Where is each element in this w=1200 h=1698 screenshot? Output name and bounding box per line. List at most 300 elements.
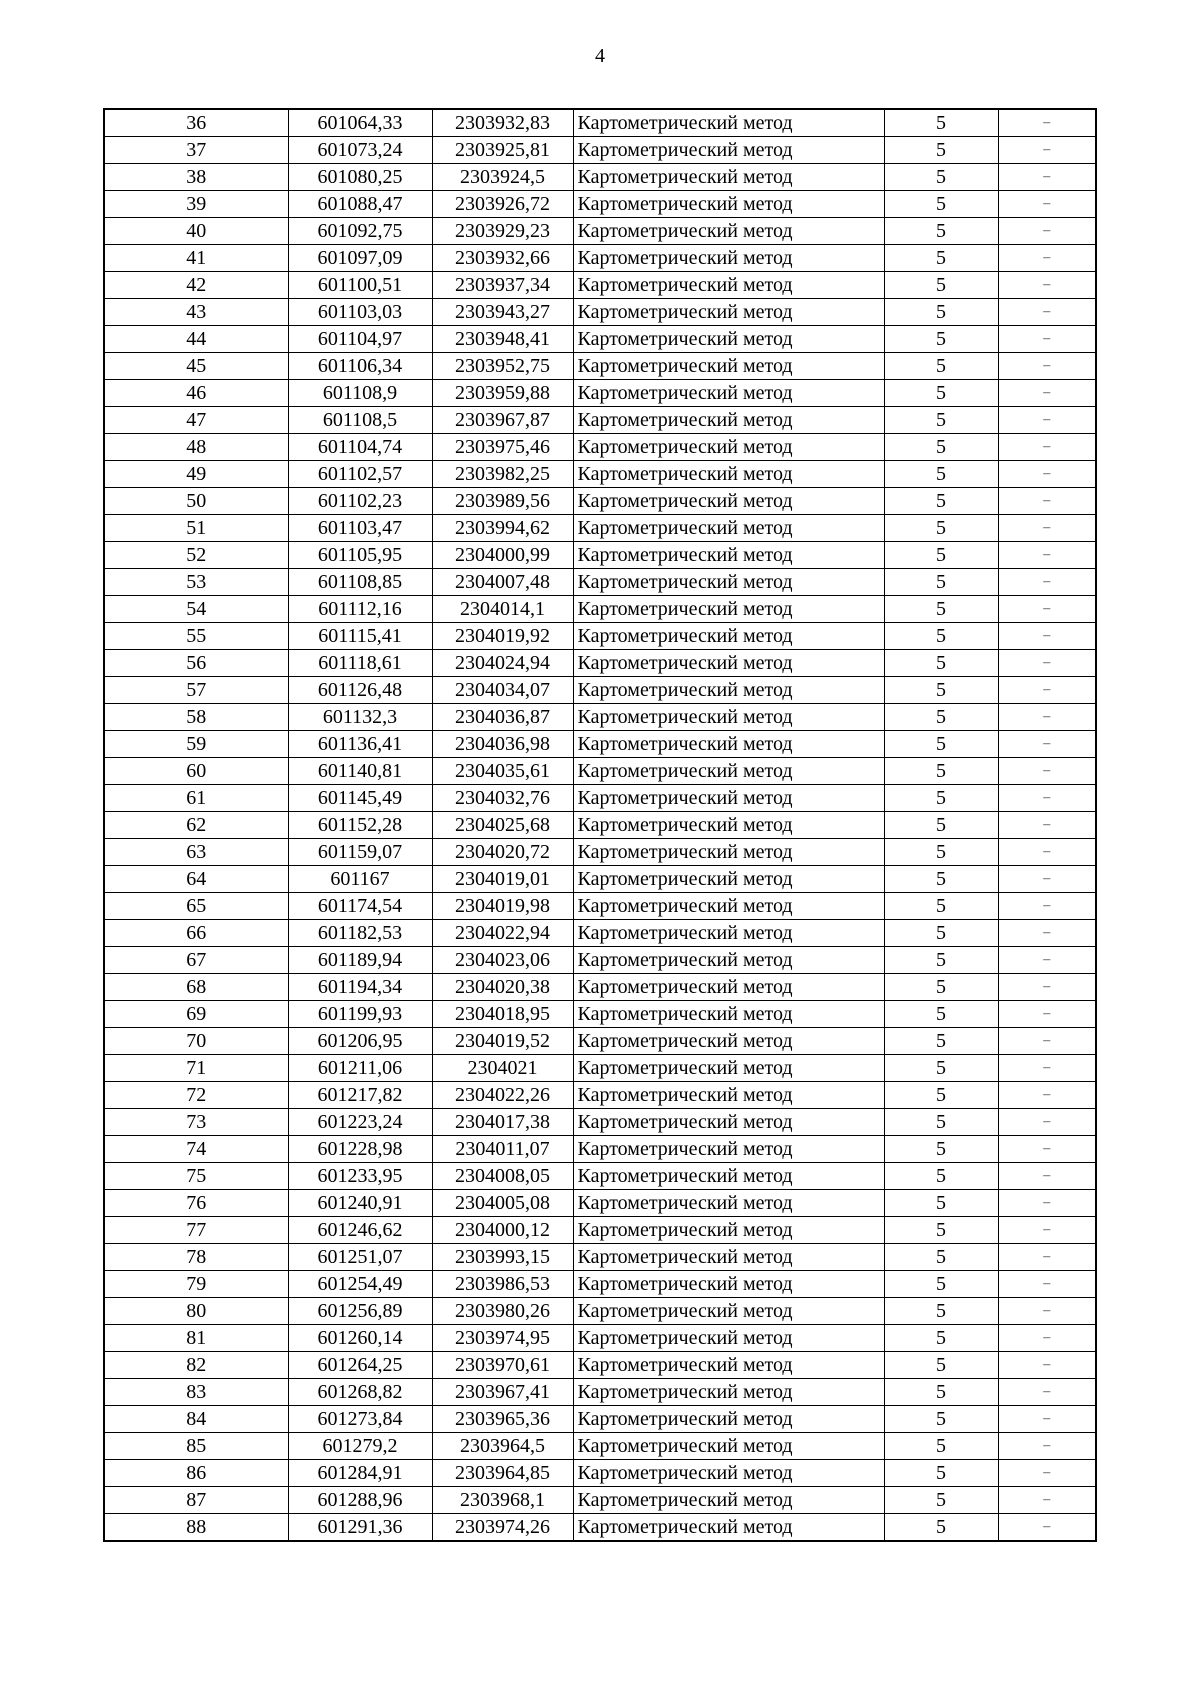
accuracy-cell: 5 <box>884 1352 998 1379</box>
description-cell: – <box>998 1433 1096 1460</box>
method-cell: Картометрический метод <box>573 1028 884 1055</box>
y-coordinate-cell: 2303975,46 <box>432 434 573 461</box>
y-coordinate-cell: 2303932,83 <box>432 109 573 137</box>
method-cell: Картометрический метод <box>573 1325 884 1352</box>
point-number-cell: 53 <box>104 569 288 596</box>
x-coordinate-cell: 601136,41 <box>288 731 432 758</box>
table-row <box>104 1379 1096 1406</box>
x-coordinate-cell: 601064,33 <box>288 109 432 137</box>
method-cell: Картометрический метод <box>573 947 884 974</box>
x-coordinate-cell: 601100,51 <box>288 272 432 299</box>
description-cell: – <box>998 218 1096 245</box>
point-number-cell: 67 <box>104 947 288 974</box>
accuracy-cell: 5 <box>884 947 998 974</box>
description-cell: – <box>998 1028 1096 1055</box>
accuracy-cell: 5 <box>884 1433 998 1460</box>
point-number-cell: 39 <box>104 191 288 218</box>
accuracy-cell: 5 <box>884 1514 998 1542</box>
method-cell: Картометрический метод <box>573 839 884 866</box>
table-row <box>104 218 1096 245</box>
x-coordinate-cell: 601108,5 <box>288 407 432 434</box>
point-number-cell: 57 <box>104 677 288 704</box>
description-cell: – <box>998 1001 1096 1028</box>
x-coordinate-cell: 601264,25 <box>288 1352 432 1379</box>
x-coordinate-cell: 601102,23 <box>288 488 432 515</box>
point-number-cell: 69 <box>104 1001 288 1028</box>
x-coordinate-cell: 601189,94 <box>288 947 432 974</box>
table-row <box>104 677 1096 704</box>
method-cell: Картометрический метод <box>573 407 884 434</box>
point-number-cell: 43 <box>104 299 288 326</box>
point-number-cell: 74 <box>104 1136 288 1163</box>
point-number-cell: 56 <box>104 650 288 677</box>
method-cell: Картометрический метод <box>573 1217 884 1244</box>
accuracy-cell: 5 <box>884 812 998 839</box>
table-row <box>104 569 1096 596</box>
page-number: 4 <box>595 45 605 67</box>
x-coordinate-cell: 601182,53 <box>288 920 432 947</box>
method-cell: Картометрический метод <box>573 542 884 569</box>
x-coordinate-cell: 601132,3 <box>288 704 432 731</box>
point-number-cell: 63 <box>104 839 288 866</box>
table-row <box>104 974 1096 1001</box>
accuracy-cell: 5 <box>884 1487 998 1514</box>
point-number-cell: 59 <box>104 731 288 758</box>
table-row <box>104 1217 1096 1244</box>
accuracy-cell: 5 <box>884 1271 998 1298</box>
y-coordinate-cell: 2303974,95 <box>432 1325 573 1352</box>
table-row <box>104 137 1096 164</box>
y-coordinate-cell: 2303937,34 <box>432 272 573 299</box>
description-cell: – <box>998 758 1096 785</box>
accuracy-cell: 5 <box>884 893 998 920</box>
method-cell: Картометрический метод <box>573 380 884 407</box>
accuracy-cell: 5 <box>884 326 998 353</box>
y-coordinate-cell: 2303974,26 <box>432 1514 573 1542</box>
table-row <box>104 1325 1096 1352</box>
y-coordinate-cell: 2303994,62 <box>432 515 573 542</box>
point-number-cell: 87 <box>104 1487 288 1514</box>
accuracy-cell: 5 <box>884 353 998 380</box>
x-coordinate-cell: 601246,62 <box>288 1217 432 1244</box>
coordinates-table-body <box>104 109 1096 1541</box>
method-cell: Картометрический метод <box>573 704 884 731</box>
point-number-cell: 76 <box>104 1190 288 1217</box>
x-coordinate-cell: 601256,89 <box>288 1298 432 1325</box>
method-cell: Картометрический метод <box>573 488 884 515</box>
x-coordinate-cell: 601233,95 <box>288 1163 432 1190</box>
y-coordinate-cell: 2303948,41 <box>432 326 573 353</box>
point-number-cell: 50 <box>104 488 288 515</box>
method-cell: Картометрический метод <box>573 461 884 488</box>
table-row <box>104 596 1096 623</box>
x-coordinate-cell: 601288,96 <box>288 1487 432 1514</box>
y-coordinate-cell: 2303993,15 <box>432 1244 573 1271</box>
x-coordinate-cell: 601159,07 <box>288 839 432 866</box>
point-number-cell: 75 <box>104 1163 288 1190</box>
method-cell: Картометрический метод <box>573 1001 884 1028</box>
y-coordinate-cell: 2303925,81 <box>432 137 573 164</box>
accuracy-cell: 5 <box>884 1109 998 1136</box>
y-coordinate-cell: 2304034,07 <box>432 677 573 704</box>
table-row <box>104 488 1096 515</box>
description-cell: – <box>998 677 1096 704</box>
method-cell: Картометрический метод <box>573 1244 884 1271</box>
description-cell: – <box>998 1514 1096 1542</box>
x-coordinate-cell: 601174,54 <box>288 893 432 920</box>
point-number-cell: 46 <box>104 380 288 407</box>
x-coordinate-cell: 601106,34 <box>288 353 432 380</box>
point-number-cell: 78 <box>104 1244 288 1271</box>
description-cell: – <box>998 596 1096 623</box>
point-number-cell: 38 <box>104 164 288 191</box>
x-coordinate-cell: 601206,95 <box>288 1028 432 1055</box>
table-row <box>104 109 1096 137</box>
description-cell: – <box>998 839 1096 866</box>
method-cell: Картометрический метод <box>573 1514 884 1542</box>
description-cell: – <box>998 1352 1096 1379</box>
point-number-cell: 58 <box>104 704 288 731</box>
description-cell: – <box>998 947 1096 974</box>
x-coordinate-cell: 601194,34 <box>288 974 432 1001</box>
y-coordinate-cell: 2304014,1 <box>432 596 573 623</box>
y-coordinate-cell: 2304036,98 <box>432 731 573 758</box>
x-coordinate-cell: 601115,41 <box>288 623 432 650</box>
method-cell: Картометрический метод <box>573 974 884 1001</box>
table-row <box>104 1460 1096 1487</box>
method-cell: Картометрический метод <box>573 272 884 299</box>
y-coordinate-cell: 2303982,25 <box>432 461 573 488</box>
method-cell: Картометрический метод <box>573 1433 884 1460</box>
table-row <box>104 785 1096 812</box>
description-cell: – <box>998 623 1096 650</box>
accuracy-cell: 5 <box>884 164 998 191</box>
table-row <box>104 1163 1096 1190</box>
accuracy-cell: 5 <box>884 191 998 218</box>
accuracy-cell: 5 <box>884 704 998 731</box>
point-number-cell: 86 <box>104 1460 288 1487</box>
table-row <box>104 1136 1096 1163</box>
method-cell: Картометрический метод <box>573 1460 884 1487</box>
y-coordinate-cell: 2303968,1 <box>432 1487 573 1514</box>
accuracy-cell: 5 <box>884 650 998 677</box>
table-row <box>104 1514 1096 1542</box>
description-cell: – <box>998 812 1096 839</box>
method-cell: Картометрический метод <box>573 677 884 704</box>
x-coordinate-cell: 601140,81 <box>288 758 432 785</box>
y-coordinate-cell: 2303943,27 <box>432 299 573 326</box>
accuracy-cell: 5 <box>884 542 998 569</box>
method-cell: Картометрический метод <box>573 1487 884 1514</box>
point-number-cell: 49 <box>104 461 288 488</box>
method-cell: Картометрический метод <box>573 1163 884 1190</box>
method-cell: Картометрический метод <box>573 866 884 893</box>
description-cell: – <box>998 380 1096 407</box>
table-row <box>104 947 1096 974</box>
method-cell: Картометрический метод <box>573 245 884 272</box>
point-number-cell: 60 <box>104 758 288 785</box>
accuracy-cell: 5 <box>884 1190 998 1217</box>
description-cell: – <box>998 542 1096 569</box>
x-coordinate-cell: 601260,14 <box>288 1325 432 1352</box>
method-cell: Картометрический метод <box>573 1271 884 1298</box>
accuracy-cell: 5 <box>884 218 998 245</box>
x-coordinate-cell: 601273,84 <box>288 1406 432 1433</box>
method-cell: Картометрический метод <box>573 299 884 326</box>
description-cell: – <box>998 488 1096 515</box>
point-number-cell: 80 <box>104 1298 288 1325</box>
point-number-cell: 85 <box>104 1433 288 1460</box>
method-cell: Картометрический метод <box>573 353 884 380</box>
method-cell: Картометрический метод <box>573 785 884 812</box>
table-row <box>104 866 1096 893</box>
point-number-cell: 66 <box>104 920 288 947</box>
accuracy-cell: 5 <box>884 1406 998 1433</box>
y-coordinate-cell: 2304005,08 <box>432 1190 573 1217</box>
accuracy-cell: 5 <box>884 839 998 866</box>
x-coordinate-cell: 601103,03 <box>288 299 432 326</box>
x-coordinate-cell: 601088,47 <box>288 191 432 218</box>
x-coordinate-cell: 601279,2 <box>288 1433 432 1460</box>
x-coordinate-cell: 601108,9 <box>288 380 432 407</box>
table-row <box>104 893 1096 920</box>
description-cell: – <box>998 191 1096 218</box>
accuracy-cell: 5 <box>884 596 998 623</box>
description-cell: – <box>998 164 1096 191</box>
x-coordinate-cell: 601080,25 <box>288 164 432 191</box>
method-cell: Картометрический метод <box>573 1055 884 1082</box>
table-row <box>104 542 1096 569</box>
x-coordinate-cell: 601112,16 <box>288 596 432 623</box>
y-coordinate-cell: 2304025,68 <box>432 812 573 839</box>
description-cell: – <box>998 1406 1096 1433</box>
y-coordinate-cell: 2303967,87 <box>432 407 573 434</box>
accuracy-cell: 5 <box>884 1217 998 1244</box>
coordinates-table <box>103 108 1097 1542</box>
y-coordinate-cell: 2304019,01 <box>432 866 573 893</box>
accuracy-cell: 5 <box>884 1298 998 1325</box>
y-coordinate-cell: 2303926,72 <box>432 191 573 218</box>
x-coordinate-cell: 601097,09 <box>288 245 432 272</box>
point-number-cell: 41 <box>104 245 288 272</box>
method-cell: Картометрический метод <box>573 623 884 650</box>
table-row <box>104 407 1096 434</box>
y-coordinate-cell: 2303989,56 <box>432 488 573 515</box>
method-cell: Картометрический метод <box>573 1109 884 1136</box>
table-row <box>104 461 1096 488</box>
x-coordinate-cell: 601102,57 <box>288 461 432 488</box>
description-cell: – <box>998 245 1096 272</box>
accuracy-cell: 5 <box>884 488 998 515</box>
point-number-cell: 45 <box>104 353 288 380</box>
point-number-cell: 71 <box>104 1055 288 1082</box>
table-row <box>104 1082 1096 1109</box>
point-number-cell: 42 <box>104 272 288 299</box>
y-coordinate-cell: 2303980,26 <box>432 1298 573 1325</box>
x-coordinate-cell: 601104,74 <box>288 434 432 461</box>
description-cell: – <box>998 1460 1096 1487</box>
y-coordinate-cell: 2304011,07 <box>432 1136 573 1163</box>
y-coordinate-cell: 2304019,98 <box>432 893 573 920</box>
y-coordinate-cell: 2303964,85 <box>432 1460 573 1487</box>
y-coordinate-cell: 2303967,41 <box>432 1379 573 1406</box>
description-cell: – <box>998 1298 1096 1325</box>
accuracy-cell: 5 <box>884 272 998 299</box>
method-cell: Картометрический метод <box>573 434 884 461</box>
description-cell: – <box>998 866 1096 893</box>
point-number-cell: 84 <box>104 1406 288 1433</box>
x-coordinate-cell: 601291,36 <box>288 1514 432 1542</box>
y-coordinate-cell: 2304000,12 <box>432 1217 573 1244</box>
table-row <box>104 164 1096 191</box>
y-coordinate-cell: 2303932,66 <box>432 245 573 272</box>
x-coordinate-cell: 601126,48 <box>288 677 432 704</box>
y-coordinate-cell: 2304022,26 <box>432 1082 573 1109</box>
accuracy-cell: 5 <box>884 731 998 758</box>
table-row <box>104 515 1096 542</box>
description-cell: – <box>998 1271 1096 1298</box>
table-row <box>104 1433 1096 1460</box>
description-cell: – <box>998 515 1096 542</box>
method-cell: Картометрический метод <box>573 920 884 947</box>
y-coordinate-cell: 2304023,06 <box>432 947 573 974</box>
y-coordinate-cell: 2304019,92 <box>432 623 573 650</box>
point-number-cell: 61 <box>104 785 288 812</box>
table-row <box>104 245 1096 272</box>
accuracy-cell: 5 <box>884 1136 998 1163</box>
accuracy-cell: 5 <box>884 461 998 488</box>
point-number-cell: 36 <box>104 109 288 137</box>
y-coordinate-cell: 2304032,76 <box>432 785 573 812</box>
table-row <box>104 1055 1096 1082</box>
x-coordinate-cell: 601223,24 <box>288 1109 432 1136</box>
description-cell: – <box>998 299 1096 326</box>
accuracy-cell: 5 <box>884 758 998 785</box>
table-row <box>104 650 1096 677</box>
description-cell: – <box>998 434 1096 461</box>
x-coordinate-cell: 601268,82 <box>288 1379 432 1406</box>
x-coordinate-cell: 601284,91 <box>288 1460 432 1487</box>
table-row <box>104 191 1096 218</box>
accuracy-cell: 5 <box>884 434 998 461</box>
method-cell: Картометрический метод <box>573 1136 884 1163</box>
method-cell: Картометрический метод <box>573 218 884 245</box>
x-coordinate-cell: 601152,28 <box>288 812 432 839</box>
table-row <box>104 434 1096 461</box>
table-row <box>104 1298 1096 1325</box>
point-number-cell: 72 <box>104 1082 288 1109</box>
description-cell: – <box>998 407 1096 434</box>
method-cell: Картометрический метод <box>573 650 884 677</box>
description-cell: – <box>998 1190 1096 1217</box>
accuracy-cell: 5 <box>884 1244 998 1271</box>
x-coordinate-cell: 601073,24 <box>288 137 432 164</box>
table-row <box>104 920 1096 947</box>
x-coordinate-cell: 601092,75 <box>288 218 432 245</box>
table-row <box>104 731 1096 758</box>
table-row <box>104 704 1096 731</box>
y-coordinate-cell: 2303965,36 <box>432 1406 573 1433</box>
method-cell: Картометрический метод <box>573 1082 884 1109</box>
description-cell: – <box>998 137 1096 164</box>
description-cell: – <box>998 272 1096 299</box>
method-cell: Картометрический метод <box>573 326 884 353</box>
y-coordinate-cell: 2303952,75 <box>432 353 573 380</box>
method-cell: Картометрический метод <box>573 137 884 164</box>
description-cell: – <box>998 1163 1096 1190</box>
accuracy-cell: 5 <box>884 569 998 596</box>
x-coordinate-cell: 601254,49 <box>288 1271 432 1298</box>
table-row <box>104 1487 1096 1514</box>
description-cell: – <box>998 1325 1096 1352</box>
accuracy-cell: 5 <box>884 920 998 947</box>
table-row <box>104 623 1096 650</box>
accuracy-cell: 5 <box>884 785 998 812</box>
accuracy-cell: 5 <box>884 1001 998 1028</box>
y-coordinate-cell: 2303929,23 <box>432 218 573 245</box>
description-cell: – <box>998 461 1096 488</box>
description-cell: – <box>998 1136 1096 1163</box>
point-number-cell: 51 <box>104 515 288 542</box>
y-coordinate-cell: 2304020,38 <box>432 974 573 1001</box>
point-number-cell: 83 <box>104 1379 288 1406</box>
accuracy-cell: 5 <box>884 407 998 434</box>
accuracy-cell: 5 <box>884 1460 998 1487</box>
point-number-cell: 44 <box>104 326 288 353</box>
description-cell: – <box>998 974 1096 1001</box>
x-coordinate-cell: 601104,97 <box>288 326 432 353</box>
point-number-cell: 70 <box>104 1028 288 1055</box>
x-coordinate-cell: 601199,93 <box>288 1001 432 1028</box>
description-cell: – <box>998 326 1096 353</box>
accuracy-cell: 5 <box>884 380 998 407</box>
accuracy-cell: 5 <box>884 974 998 1001</box>
description-cell: – <box>998 1487 1096 1514</box>
x-coordinate-cell: 601240,91 <box>288 1190 432 1217</box>
y-coordinate-cell: 2303924,5 <box>432 164 573 191</box>
y-coordinate-cell: 2304021 <box>432 1055 573 1082</box>
method-cell: Картометрический метод <box>573 1190 884 1217</box>
description-cell: – <box>998 731 1096 758</box>
x-coordinate-cell: 601251,07 <box>288 1244 432 1271</box>
description-cell: – <box>998 1109 1096 1136</box>
y-coordinate-cell: 2304022,94 <box>432 920 573 947</box>
method-cell: Картометрический метод <box>573 1406 884 1433</box>
point-number-cell: 81 <box>104 1325 288 1352</box>
accuracy-cell: 5 <box>884 1379 998 1406</box>
point-number-cell: 82 <box>104 1352 288 1379</box>
accuracy-cell: 5 <box>884 137 998 164</box>
point-number-cell: 48 <box>104 434 288 461</box>
point-number-cell: 64 <box>104 866 288 893</box>
table-row <box>104 839 1096 866</box>
y-coordinate-cell: 2304020,72 <box>432 839 573 866</box>
description-cell: – <box>998 1244 1096 1271</box>
point-number-cell: 68 <box>104 974 288 1001</box>
table-row <box>104 380 1096 407</box>
x-coordinate-cell: 601145,49 <box>288 785 432 812</box>
point-number-cell: 65 <box>104 893 288 920</box>
accuracy-cell: 5 <box>884 623 998 650</box>
table-row <box>104 1109 1096 1136</box>
x-coordinate-cell: 601105,95 <box>288 542 432 569</box>
method-cell: Картометрический метод <box>573 596 884 623</box>
accuracy-cell: 5 <box>884 109 998 137</box>
accuracy-cell: 5 <box>884 866 998 893</box>
accuracy-cell: 5 <box>884 515 998 542</box>
table-row <box>104 812 1096 839</box>
x-coordinate-cell: 601167 <box>288 866 432 893</box>
